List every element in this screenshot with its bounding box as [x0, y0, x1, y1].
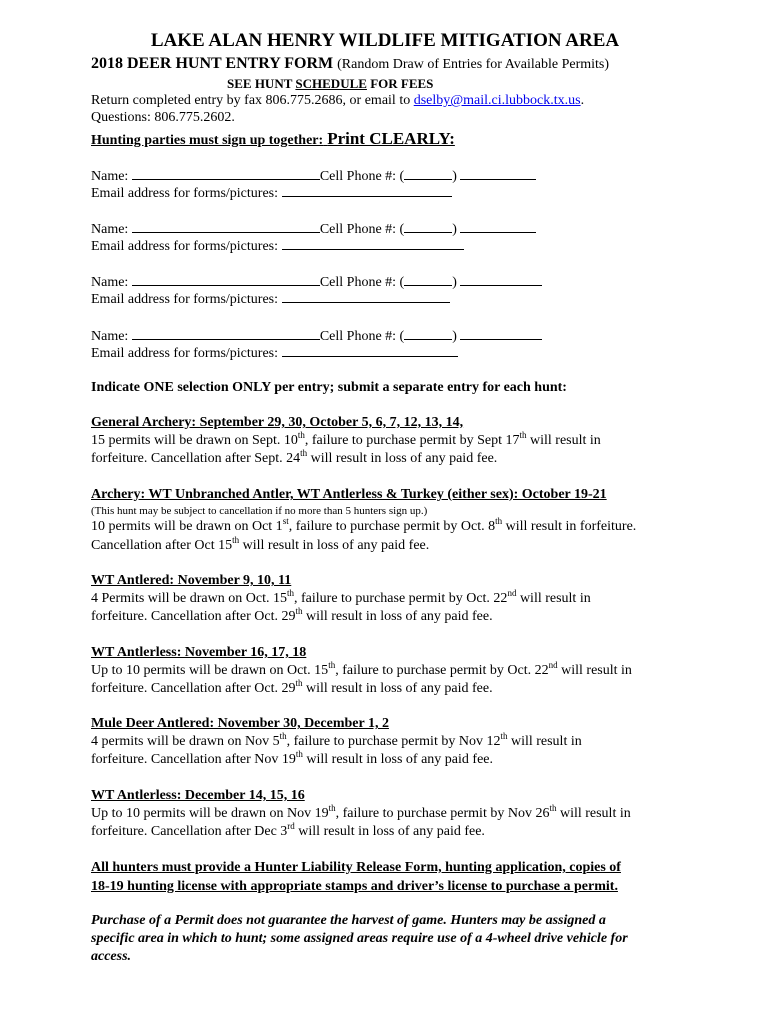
detail-text: will result in loss of any paid fee.: [294, 824, 485, 839]
hunt-heading: Archery: WT Unbranched Antler, WT Antlerless & Turkey (either sex): October 19-21: [91, 487, 607, 502]
hunt-heading: WT Antlerless: November 16, 17, 18: [91, 645, 307, 660]
disclaimer-line-3: access.: [91, 949, 132, 964]
area-code-field[interactable]: [404, 327, 452, 340]
detail-text: , failure to purchase permit by Oct. 8: [288, 519, 496, 534]
form-title: LAKE ALAN HENRY WILDLIFE MITIGATION AREA: [150, 30, 620, 51]
ordinal-suffix: th: [232, 535, 240, 545]
name-label: Name:: [91, 329, 129, 344]
detail-text: 15 permits will be drawn on Sept. 10: [91, 433, 298, 448]
ordinal-suffix: th: [300, 448, 308, 458]
schedule-note: [227, 76, 433, 92]
detail-text: forfeiture. Cancellation after Oct. 29: [91, 681, 296, 696]
phone-field[interactable]: [460, 273, 542, 286]
detail-text: will result in: [507, 734, 582, 749]
return-end: .: [580, 93, 585, 108]
detail-text: , failure to purchase permit by Nov 12: [286, 734, 501, 749]
subtitle-bold: 2018 DEER HUNT ENTRY FORM: [91, 55, 334, 72]
email-link[interactable]: dselby@mail.ci.lubbock.tx.us: [413, 93, 581, 108]
ordinal-suffix: th: [519, 430, 527, 440]
ordinal-suffix: th: [279, 731, 287, 741]
cell-close: ): [452, 222, 457, 237]
detail-text: will result in: [556, 806, 631, 821]
hunt-details-line-2: [91, 821, 485, 840]
detail-text: forfeiture. Cancellation after Oct. 29: [91, 609, 296, 624]
hunt-heading: General Archery: September 29, 30, October 5, 6, 7, 12, 13, 14,: [91, 415, 464, 430]
ordinal-suffix: th: [549, 803, 557, 813]
email-label: Email address for forms/pictures:: [91, 292, 279, 307]
detail-text: will result in forfeiture.: [502, 519, 637, 534]
detail-text: 10 permits will be drawn on Oct 1: [91, 519, 283, 534]
detail-text: will result in loss of any paid fee.: [302, 681, 493, 696]
detail-text: Up to 10 permits will be drawn on Nov 19: [91, 806, 329, 821]
name-field[interactable]: [132, 273, 320, 286]
ordinal-suffix: th: [328, 803, 336, 813]
cell-close: ): [452, 329, 457, 344]
cell-close: ): [452, 169, 457, 184]
ordinal-suffix: th: [286, 588, 294, 598]
hunt-heading: WT Antlered: November 9, 10, 11: [91, 573, 292, 588]
ordinal-suffix: rd: [287, 821, 295, 831]
area-code-field[interactable]: [404, 273, 452, 286]
email-label: Email address for forms/pictures:: [91, 186, 279, 201]
phone-field[interactable]: [460, 220, 536, 233]
selection-instruction: Indicate ONE selection ONLY per entry; submit a separate entry for each hunt:: [91, 380, 567, 395]
detail-text: Cancellation after Oct 15: [91, 538, 233, 553]
name-field[interactable]: [132, 220, 320, 233]
hunt-details-line-1: [91, 803, 631, 822]
detail-text: forfeiture. Cancellation after Sept. 24: [91, 451, 301, 466]
ordinal-suffix: nd: [548, 660, 558, 670]
phone-field[interactable]: [460, 327, 542, 340]
email-field[interactable]: [282, 290, 450, 303]
return-text: Return completed entry by fax 806.775.2686, or email to: [91, 93, 411, 108]
hunter-3-name-row: [91, 273, 542, 291]
hunter-1-email-row: [91, 184, 452, 202]
hunter-3-email-row: [91, 290, 450, 308]
name-label: Name:: [91, 275, 129, 290]
print-clearly: Print CLEARLY:: [327, 129, 455, 148]
detail-text: forfeiture. Cancellation after Nov 19: [91, 752, 296, 767]
questions-phone: Questions: 806.775.2602.: [91, 110, 235, 125]
requirements-line-2: 18-19 hunting license with appropriate stamps and driver’s license to purchase a permit.: [91, 879, 618, 894]
cell-close: ): [452, 275, 457, 290]
email-label: Email address for forms/pictures:: [91, 346, 279, 361]
name-label: Name:: [91, 169, 129, 184]
cell-label: Cell Phone #: (: [319, 222, 405, 237]
schedule-post: FOR FEES: [370, 76, 434, 91]
parties-instruction: [91, 129, 455, 149]
ordinal-suffix: th: [328, 660, 336, 670]
hunt-details-line-1: [91, 731, 582, 750]
hunt-details-line-1: [91, 660, 632, 679]
parties-label: Hunting parties must sign up together:: [91, 133, 324, 148]
area-code-field[interactable]: [404, 220, 452, 233]
hunt-details-line-2: [91, 678, 493, 697]
detail-text: , failure to purchase permit by Oct. 22: [335, 663, 549, 678]
detail-text: will result in: [516, 591, 591, 606]
detail-text: , failure to purchase permit by Sept 17: [304, 433, 520, 448]
detail-text: , failure to purchase permit by Oct. 22: [294, 591, 508, 606]
cell-label: Cell Phone #: (: [319, 275, 405, 290]
schedule-word: SCHEDULE: [295, 76, 367, 91]
detail-text: will result in: [526, 433, 601, 448]
email-field[interactable]: [282, 344, 458, 357]
detail-text: , failure to purchase permit by Nov 26: [335, 806, 550, 821]
ordinal-suffix: th: [295, 678, 303, 688]
ordinal-suffix: th: [495, 516, 503, 526]
hunter-4-email-row: [91, 344, 458, 362]
detail-text: Up to 10 permits will be drawn on Oct. 15: [91, 663, 329, 678]
hunt-heading: WT Antlerless: December 14, 15, 16: [91, 788, 305, 803]
ordinal-suffix: th: [295, 606, 303, 616]
name-field[interactable]: [132, 167, 320, 180]
hunter-1-name-row: [91, 167, 536, 185]
phone-field[interactable]: [460, 167, 536, 180]
hunter-2-name-row: [91, 220, 536, 238]
disclaimer-line-2: specific area in which to hunt; some assigned areas require use of a 4-wheel drive vehicle for: [91, 931, 628, 946]
ordinal-suffix: th: [297, 430, 305, 440]
hunt-details-line-2: [91, 749, 494, 768]
ordinal-suffix: th: [500, 731, 508, 741]
hunter-4-name-row: [91, 327, 542, 345]
detail-text: will result in loss of any paid fee.: [307, 451, 498, 466]
requirements-line-1: All hunters must provide a Hunter Liability Release Form, hunting application, copies of: [91, 860, 621, 875]
form-subtitle: [91, 55, 609, 73]
hunter-2-email-row: [91, 237, 464, 255]
detail-text: 4 Permits will be drawn on Oct. 15: [91, 591, 287, 606]
hunt-cancellation-note: (This hunt may be subject to cancellation if no more than 5 hunters sign up.): [91, 505, 428, 517]
hunt-details-line-1: [91, 588, 591, 607]
hunt-details-line-1: [91, 516, 637, 535]
subtitle-note: (Random Draw of Entries for Available Permits): [337, 57, 610, 72]
detail-text: will result in loss of any paid fee.: [302, 609, 493, 624]
detail-text: will result in: [557, 663, 632, 678]
email-field[interactable]: [282, 184, 452, 197]
cell-label: Cell Phone #: (: [319, 169, 405, 184]
schedule-pre: SEE HUNT: [227, 76, 293, 91]
ordinal-suffix: st: [282, 516, 289, 526]
detail-text: forfeiture. Cancellation after Dec 3: [91, 824, 288, 839]
name-field[interactable]: [132, 327, 320, 340]
name-label: Name:: [91, 222, 129, 237]
detail-text: will result in loss of any paid fee.: [302, 752, 494, 767]
ordinal-suffix: nd: [507, 588, 517, 598]
email-label: Email address for forms/pictures:: [91, 239, 279, 254]
hunt-details-line-1: [91, 430, 601, 449]
hunt-details-line-2: [91, 606, 493, 625]
email-field[interactable]: [282, 237, 464, 250]
hunt-details-line-2: [91, 448, 498, 467]
hunt-details-line-2: [91, 535, 430, 554]
disclaimer-line-1: Purchase of a Permit does not guarantee the harvest of game. Hunters may be assigned a: [91, 913, 606, 928]
return-instructions: [91, 93, 584, 109]
detail-text: 4 permits will be drawn on Nov 5: [91, 734, 280, 749]
hunt-heading: Mule Deer Antlered: November 30, December 1, 2: [91, 716, 389, 731]
ordinal-suffix: th: [295, 749, 303, 759]
area-code-field[interactable]: [404, 167, 452, 180]
detail-text: will result in loss of any paid fee.: [239, 538, 430, 553]
cell-label: Cell Phone #: (: [319, 329, 405, 344]
